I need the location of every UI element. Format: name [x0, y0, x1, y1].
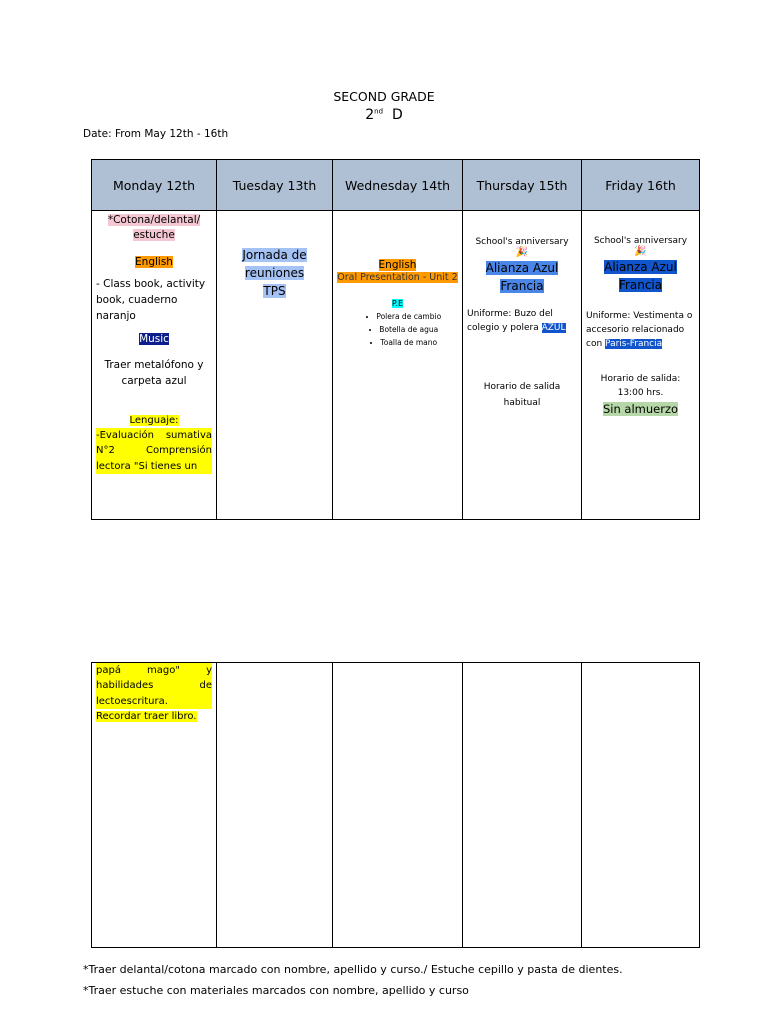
table-row [92, 211, 700, 520]
lunch-note: Sin almuerzo [602, 402, 679, 416]
pe-label: P.E [391, 299, 404, 308]
schedule-table-continued [91, 662, 700, 948]
cotona-note: *Cotona/delantal/ estuche [107, 214, 201, 241]
tuesday-cell [217, 211, 333, 520]
uniform-note: Uniforme: Vestimenta o accesorio relacionado con Paris-Francia [586, 311, 693, 349]
empty-cell [463, 663, 582, 948]
reminder-note: Recordar traer libro. [96, 710, 197, 722]
list-item: • Polera de cambio [345, 310, 462, 323]
empty-cell [333, 663, 463, 948]
lenguaje-items: -Evaluación sumativa N°2 Comprensión lectora "Si tienes un [96, 428, 212, 474]
lenguaje-label: Lenguaje: [129, 415, 179, 426]
party-icon: 🎉 [634, 246, 647, 257]
day-header-tuesday: Tuesday 13th [217, 160, 333, 211]
date-range: Date: From May 12th - 16th [83, 128, 229, 140]
schedule-table [91, 159, 700, 520]
english-label: English [378, 259, 417, 271]
thursday-cell [463, 211, 582, 520]
empty-cell [217, 663, 333, 948]
english-label: English [135, 256, 173, 268]
list-item: • Toalla de mano [345, 336, 462, 349]
anniversary-label: School's anniversary [593, 236, 688, 246]
class-label: 2nd D [365, 107, 403, 123]
empty-cell [582, 663, 700, 948]
monday-cell [92, 663, 217, 948]
pe-list [333, 310, 462, 349]
reuniones-note: Jornada de reuniones TPS [242, 248, 307, 298]
day-header-monday: Monday 12th [92, 160, 217, 211]
uniform-note: Uniforme: Buzo del colegio y polera AZUL [467, 309, 566, 333]
lenguaje-continued: papá mago" y habilidades de lectoescritura. [96, 663, 212, 709]
page-title: SECOND GRADE [333, 89, 435, 104]
header-row [92, 160, 700, 211]
oral-presentation: Oral Presentation - Unit 2 [337, 272, 458, 283]
horario-note: Horario de salida: 13:00 hrs. [600, 374, 681, 398]
footer-note-1: *Traer delantal/cotona marcado con nombre, apellido y curso./ Estuche cepillo y pasta de dientes. [83, 963, 623, 976]
party-icon: 🎉 [515, 247, 529, 258]
day-header-wednesday: Wednesday 14th [333, 160, 463, 211]
friday-cell [582, 211, 700, 520]
anniversary-label: School's anniversary [475, 237, 569, 247]
wednesday-cell [333, 211, 463, 520]
music-label: Music [139, 333, 169, 345]
day-header-friday: Friday 16th [582, 160, 700, 211]
english-items: - Class book, activity book, cuaderno naranjo [96, 278, 206, 322]
monday-cell [92, 211, 217, 520]
list-item: • Botella de agua [345, 323, 462, 336]
table-row [92, 663, 700, 948]
music-items: Traer metalófono y carpeta azul [104, 359, 204, 387]
footer-note-2: *Traer estuche con materiales marcados con nombre, apellido y curso [83, 984, 469, 997]
horario-note: Horario de salida habitual [483, 382, 561, 408]
day-header-thursday: Thursday 15th [463, 160, 582, 211]
alliance-label: Alianza Azul Francia [485, 261, 559, 293]
alliance-label: Alianza Azul Francia [604, 260, 677, 292]
